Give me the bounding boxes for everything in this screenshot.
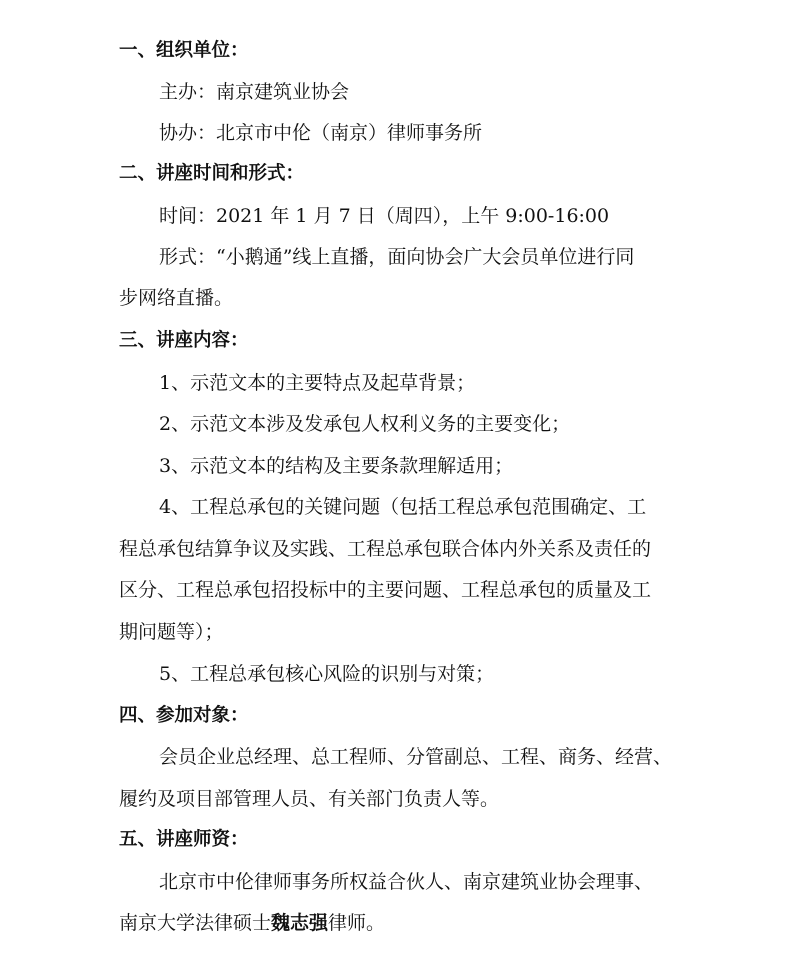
- content-item-4-line-1: 4、工程总承包的关键问题（包括工程总承包范围确定、工: [159, 496, 647, 518]
- section-heading-audience: 四、参加对象：: [119, 705, 249, 726]
- lecturer-line-1: 北京市中伦律师事务所权益合伙人、南京建筑业协会理事、: [159, 871, 654, 893]
- time-line: 时间：2021 年 1 月 7 日（周四），上午 9:00-16:00: [159, 205, 610, 227]
- audience-line-1: 会员企业总经理、总工程师、分管副总、工程、商务、经营、: [159, 746, 673, 768]
- content-item-1: 1、示范文本的主要特点及起草背景；: [159, 372, 476, 394]
- lecturer-line-2-prefix: 南京大学法律硕士: [119, 912, 272, 934]
- cohost-line: 协办：北京市中伦（南京）律师事务所: [159, 122, 483, 144]
- format-line-2: 步网络直播。: [119, 287, 234, 309]
- audience-line-2: 履约及项目部管理人员、有关部门负责人等。: [119, 788, 500, 810]
- content-item-5: 5、工程总承包核心风险的识别与对策；: [159, 663, 495, 685]
- lecturer-line-2-suffix: 律师。: [328, 912, 386, 934]
- section-heading-lecturer: 五、讲座师资：: [119, 829, 249, 850]
- section-heading-content: 三、讲座内容：: [119, 330, 249, 351]
- host-line: 主办：南京建筑业协会: [159, 81, 350, 103]
- section-heading-organizers: 一、组织单位：: [119, 40, 249, 61]
- content-item-4-line-4: 期问题等）；: [119, 621, 224, 643]
- content-item-4-line-3: 区分、工程总承包招投标中的主要问题、工程总承包的质量及工: [119, 579, 652, 601]
- format-line-1: 形式：“小鹅通”线上直播，面向协会广大会员单位进行同: [159, 246, 635, 268]
- content-item-3: 3、示范文本的结构及主要条款理解适用；: [159, 455, 514, 477]
- section-heading-time-format: 二、讲座时间和形式：: [119, 163, 305, 184]
- lecturer-line-2: [119, 911, 385, 935]
- lecturer-name: 魏志强: [271, 912, 329, 934]
- content-item-2: 2、示范文本涉及发承包人权利义务的主要变化；: [159, 413, 571, 435]
- content-item-4-line-2: 程总承包结算争议及实践、工程总承包联合体内外关系及责任的: [119, 538, 652, 560]
